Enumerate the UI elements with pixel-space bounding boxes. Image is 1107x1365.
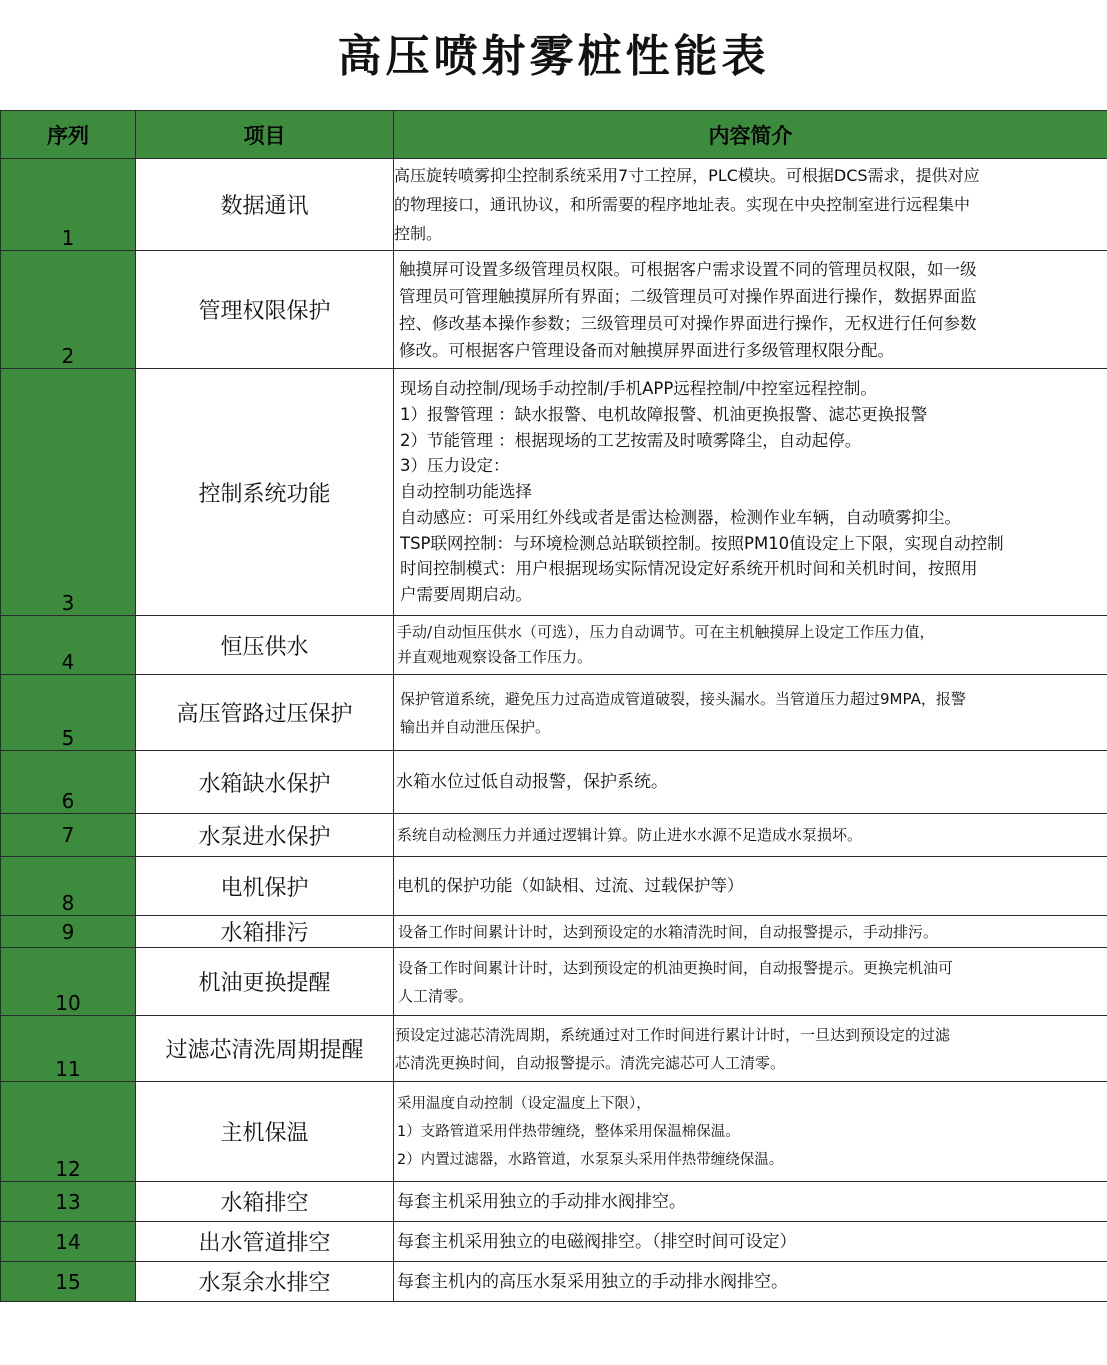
table-row <box>1 857 1107 916</box>
row-index: 5 <box>1 675 136 751</box>
description-line: 管理员可管理触摸屏所有界面；二级管理员可对操作界面进行操作，数据界面监 <box>399 286 977 306</box>
description-line: 户需要周期启动。 <box>400 585 532 605</box>
row-item: 机油更换提醒 <box>136 948 394 1016</box>
row-item: 恒压供水 <box>136 616 394 675</box>
description-line: 预设定过滤芯清洗周期，系统通过对工作时间进行累计计时，一旦达到预设定的过滤 <box>395 1025 951 1044</box>
description-line: 1）支路管道采用伴热带缠绕，整体采用保温棉保温。 <box>397 1123 740 1140</box>
description-line: 3）压力设定： <box>400 456 510 476</box>
row-description <box>394 1082 1107 1182</box>
description-line: 电机的保护功能（如缺相、过流、过载保护等） <box>397 876 744 895</box>
row-item: 电机保护 <box>136 857 394 916</box>
table-row <box>1 1222 1107 1262</box>
description-line: 设备工作时间累计计时，达到预设定的机油更换时间，自动报警提示。更换完机油可 <box>398 958 954 977</box>
description-line: 的物理接口，通讯协议，和所需要的程序地址表。实现在中央控制室进行远程集中 <box>394 195 971 214</box>
table-row <box>1 814 1107 857</box>
description-line: TSP联网控制：与环境检测总站联锁控制。按照PM10值设定上下限，实现自动控制 <box>400 533 1004 553</box>
row-description <box>394 814 1107 857</box>
description-line: 每套主机采用独立的电磁阀排空。（排空时间可设定） <box>397 1231 797 1252</box>
row-index: 8 <box>1 857 136 916</box>
header-item: 项目 <box>136 111 394 159</box>
page-title: 高压喷射雾桩性能表 <box>337 31 770 82</box>
header-content: 内容简介 <box>394 111 1107 159</box>
description-line: 高压旋转喷雾抑尘控制系统采用7寸工控屏，PLC模块。可根据DCS需求，提供对应 <box>394 166 980 185</box>
table-row <box>1 1016 1107 1082</box>
row-item: 管理权限保护 <box>136 251 394 369</box>
row-item: 控制系统功能 <box>136 369 394 616</box>
row-description <box>394 369 1107 616</box>
row-description <box>394 948 1107 1016</box>
description-line: 并直观地观察设备工作压力。 <box>397 648 593 666</box>
description-line: 手动/自动恒压供水（可选），压力自动调节。可在主机触摸屏上设定工作压力值， <box>397 623 935 641</box>
table-header-row <box>1 111 1107 159</box>
table-row <box>1 1182 1107 1222</box>
table-row <box>1 751 1107 814</box>
table-row <box>1 369 1107 616</box>
row-index: 11 <box>1 1016 136 1082</box>
description-line: 控制。 <box>394 224 443 243</box>
row-item: 水箱排空 <box>136 1182 394 1222</box>
description-line: 自动控制功能选择 <box>400 482 532 502</box>
row-description <box>394 916 1107 948</box>
description-line: 采用温度自动控制（设定温度上下限）， <box>397 1095 651 1112</box>
row-index: 12 <box>1 1082 136 1182</box>
table-row <box>1 159 1107 251</box>
row-description <box>394 1222 1107 1262</box>
table-row <box>1 616 1107 675</box>
description-line: 每套主机采用独立的手动排水阀排空。 <box>397 1191 686 1212</box>
row-description <box>394 251 1107 369</box>
description-line: 人工清零。 <box>398 986 474 1005</box>
row-item: 水泵余水排空 <box>136 1262 394 1302</box>
header-index: 序列 <box>1 111 136 159</box>
description-line: 水箱水位过低自动报警，保护系统。 <box>396 772 668 792</box>
row-item: 过滤芯清洗周期提醒 <box>136 1016 394 1082</box>
table-row <box>1 916 1107 948</box>
row-description <box>394 857 1107 916</box>
row-description <box>394 616 1107 675</box>
row-item: 主机保温 <box>136 1082 394 1182</box>
row-description <box>394 1182 1107 1222</box>
description-line: 保护管道系统，避免压力过高造成管道破裂，接头漏水。当管道压力超过9MPA，报警 <box>400 689 966 708</box>
description-line: 1）报警管理 ：缺水报警、电机故障报警、机油更换报警、滤芯更换报警 <box>400 404 928 424</box>
table-row <box>1 1082 1107 1182</box>
row-index: 9 <box>1 916 136 948</box>
row-item: 高压管路过压保护 <box>136 675 394 751</box>
row-index: 14 <box>1 1222 136 1262</box>
row-item: 水箱排污 <box>136 916 394 948</box>
row-index: 1 <box>1 159 136 251</box>
description-line: 自动感应：可采用红外线或者是雷达检测器，检测作业车辆，自动喷雾抑尘。 <box>400 507 961 527</box>
row-index: 7 <box>1 814 136 857</box>
description-line: 输出并自动泄压保护。 <box>400 717 551 736</box>
table-row <box>1 948 1107 1016</box>
description-line: 修改。可根据客户管理设备而对触摸屏界面进行多级管理权限分配。 <box>399 340 894 360</box>
description-line: 现场自动控制/现场手动控制/手机APP远程控制/中控室远程控制。 <box>400 378 877 398</box>
row-index: 2 <box>1 251 136 369</box>
row-description <box>394 1016 1107 1082</box>
row-index: 4 <box>1 616 136 675</box>
description-line: 控、修改基本操作参数；三级管理员可对操作界面进行操作，无权进行任何参数 <box>399 313 977 333</box>
row-description <box>394 675 1107 751</box>
row-index: 10 <box>1 948 136 1016</box>
row-item: 水泵进水保护 <box>136 814 394 857</box>
row-index: 3 <box>1 369 136 616</box>
description-line: 系统自动检测压力并通过逻辑计算。防止进水水源不足造成水泵损坏。 <box>397 826 863 844</box>
row-item: 数据通讯 <box>136 159 394 251</box>
description-line: 设备工作时间累计计时，达到预设定的水箱清洗时间，自动报警提示，手动排污。 <box>398 922 939 941</box>
description-line: 2）内置过滤器，水路管道，水泵泵头采用伴热带缠绕保温。 <box>397 1151 784 1168</box>
row-description <box>394 751 1107 814</box>
row-description <box>394 1262 1107 1302</box>
row-index: 6 <box>1 751 136 814</box>
row-index: 15 <box>1 1262 136 1302</box>
description-line: 时间控制模式：用户根据现场实际情况设定好系统开机时间和关机时间，按照用 <box>400 559 978 579</box>
description-line: 芯清洗更换时间，自动报警提示。清洗完滤芯可人工清零。 <box>395 1053 786 1072</box>
performance-table <box>0 110 1107 1302</box>
row-item: 水箱缺水保护 <box>136 751 394 814</box>
description-line: 每套主机内的高压水泵采用独立的手动排水阀排空。 <box>397 1271 788 1292</box>
row-description <box>394 159 1107 251</box>
table-row <box>1 251 1107 369</box>
row-item: 出水管道排空 <box>136 1222 394 1262</box>
table-row <box>1 1262 1107 1302</box>
table-row <box>1 675 1107 751</box>
row-index: 13 <box>1 1182 136 1222</box>
description-line: 触摸屏可设置多级管理员权限。可根据客户需求设置不同的管理员权限，如一级 <box>399 259 977 279</box>
description-line: 2）节能管理 ：根据现场的工艺按需及时喷雾降尘，自动起停。 <box>400 430 862 450</box>
